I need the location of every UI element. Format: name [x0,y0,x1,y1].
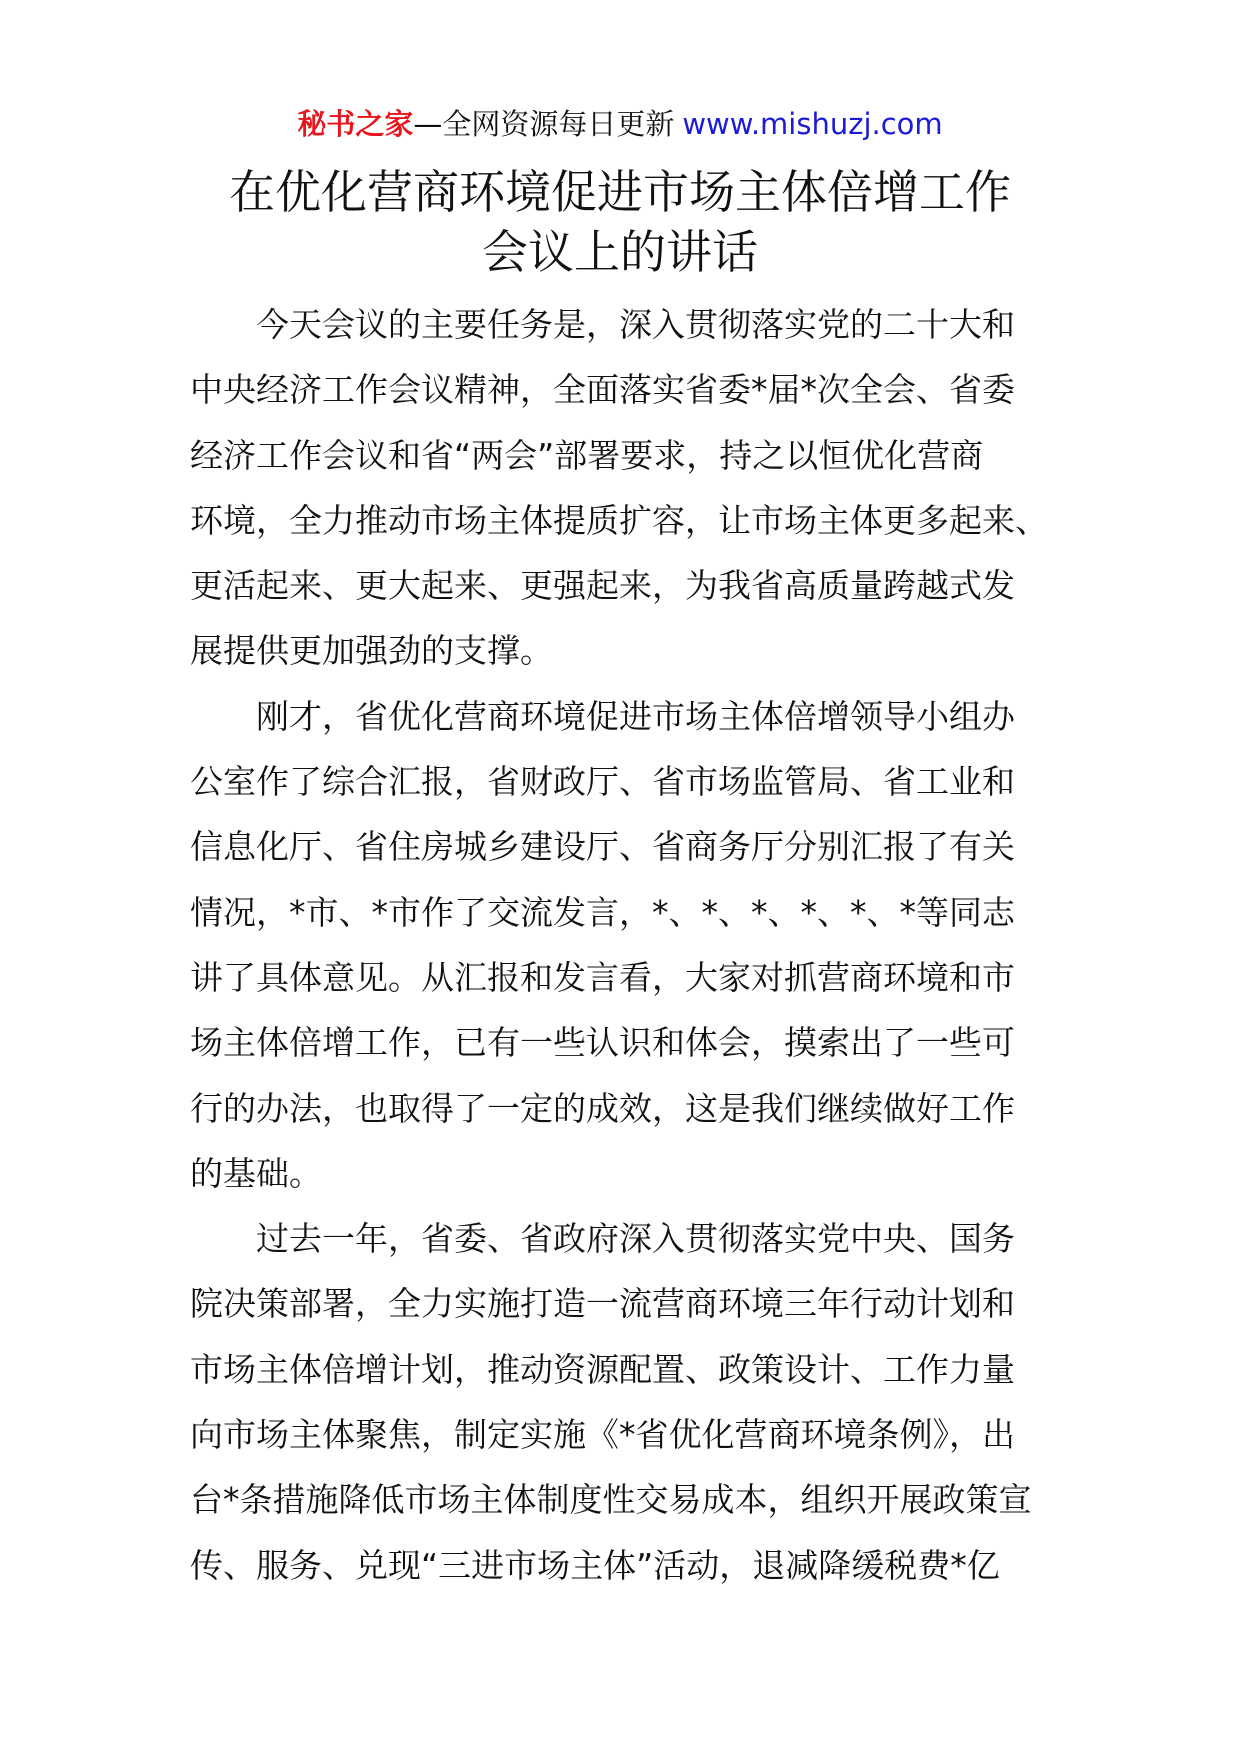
text-line: 刚才，省优化营商环境促进市场主体倍增领导小组办 [256,696,1015,736]
text-line: 向市场主体聚焦，制定实施《*省优化营商环境条例》，出 [190,1415,1015,1455]
text-line: 情况，*市、*市作了交流发言，*、*、*、*、*、*等同志 [190,892,1015,932]
text-line: 今天会议的主要任务是，深入贯彻落实党的二十大和 [256,305,1015,344]
text-line: 信息化厅、省住房城乡建设厅、省商务厅分别汇报了有关 [190,827,1015,867]
text-line: 的基础。 [190,1153,322,1193]
text-line: 环境，全力推动市场主体提质扩容，让市场主体更多起来、 [190,500,1048,540]
text-line: 市场主体倍增计划，推动资源配置、政策设计、工作力量 [190,1349,1015,1389]
text-line: 经济工作会议和省“两会”部署要求，持之以恒优化营商 [190,435,984,475]
brand-name: 秘书之家 [297,107,414,141]
title-line-2: 会议上的讲话 [482,225,758,279]
paragraph-2 [190,684,1050,1206]
site-url-link[interactable]: www.mishuzj.com [682,107,943,141]
header-tagline: —全网资源每日更新 [413,107,675,141]
text-line: 院决策部署，全力实施打造一流营商环境三年行动计划和 [190,1284,1015,1324]
text-line: 中央经济工作会议精神，全面落实省委*届*次全会、省委 [190,370,1015,410]
text-line: 公室作了综合汇报，省财政厅、省市场监管局、省工业和 [190,762,1015,802]
text-line: 过去一年，省委、省政府深入贯彻落实党中央、国务 [256,1219,1015,1259]
text-line: 传、服务、兑现“三进市场主体”活动，退减降缓税费*亿 [190,1545,1000,1585]
text-line: 讲了具体意见。从汇报和发言看，大家对抓营商环境和市 [190,957,1015,997]
title-line-1: 在优化营商环境促进市场主体倍增工作 [229,165,1011,219]
site-header [0,104,1240,144]
text-line: 展提供更加强劲的支撑。 [190,631,553,671]
paragraph-1 [190,292,1050,684]
document-title [0,162,1240,282]
text-line: 场主体倍增工作，已有一些认识和体会，摸索出了一些可 [190,1023,1015,1063]
text-line: 台*条措施降低市场主体制度性交易成本，组织开展政策宣 [190,1480,1032,1520]
text-line: 行的办法，也取得了一定的成效，这是我们继续做好工作 [190,1088,1015,1128]
document-body [190,292,1050,1598]
paragraph-3 [190,1206,1050,1598]
text-line: 更活起来、更大起来、更强起来，为我省高质量跨越式发 [190,566,1015,606]
